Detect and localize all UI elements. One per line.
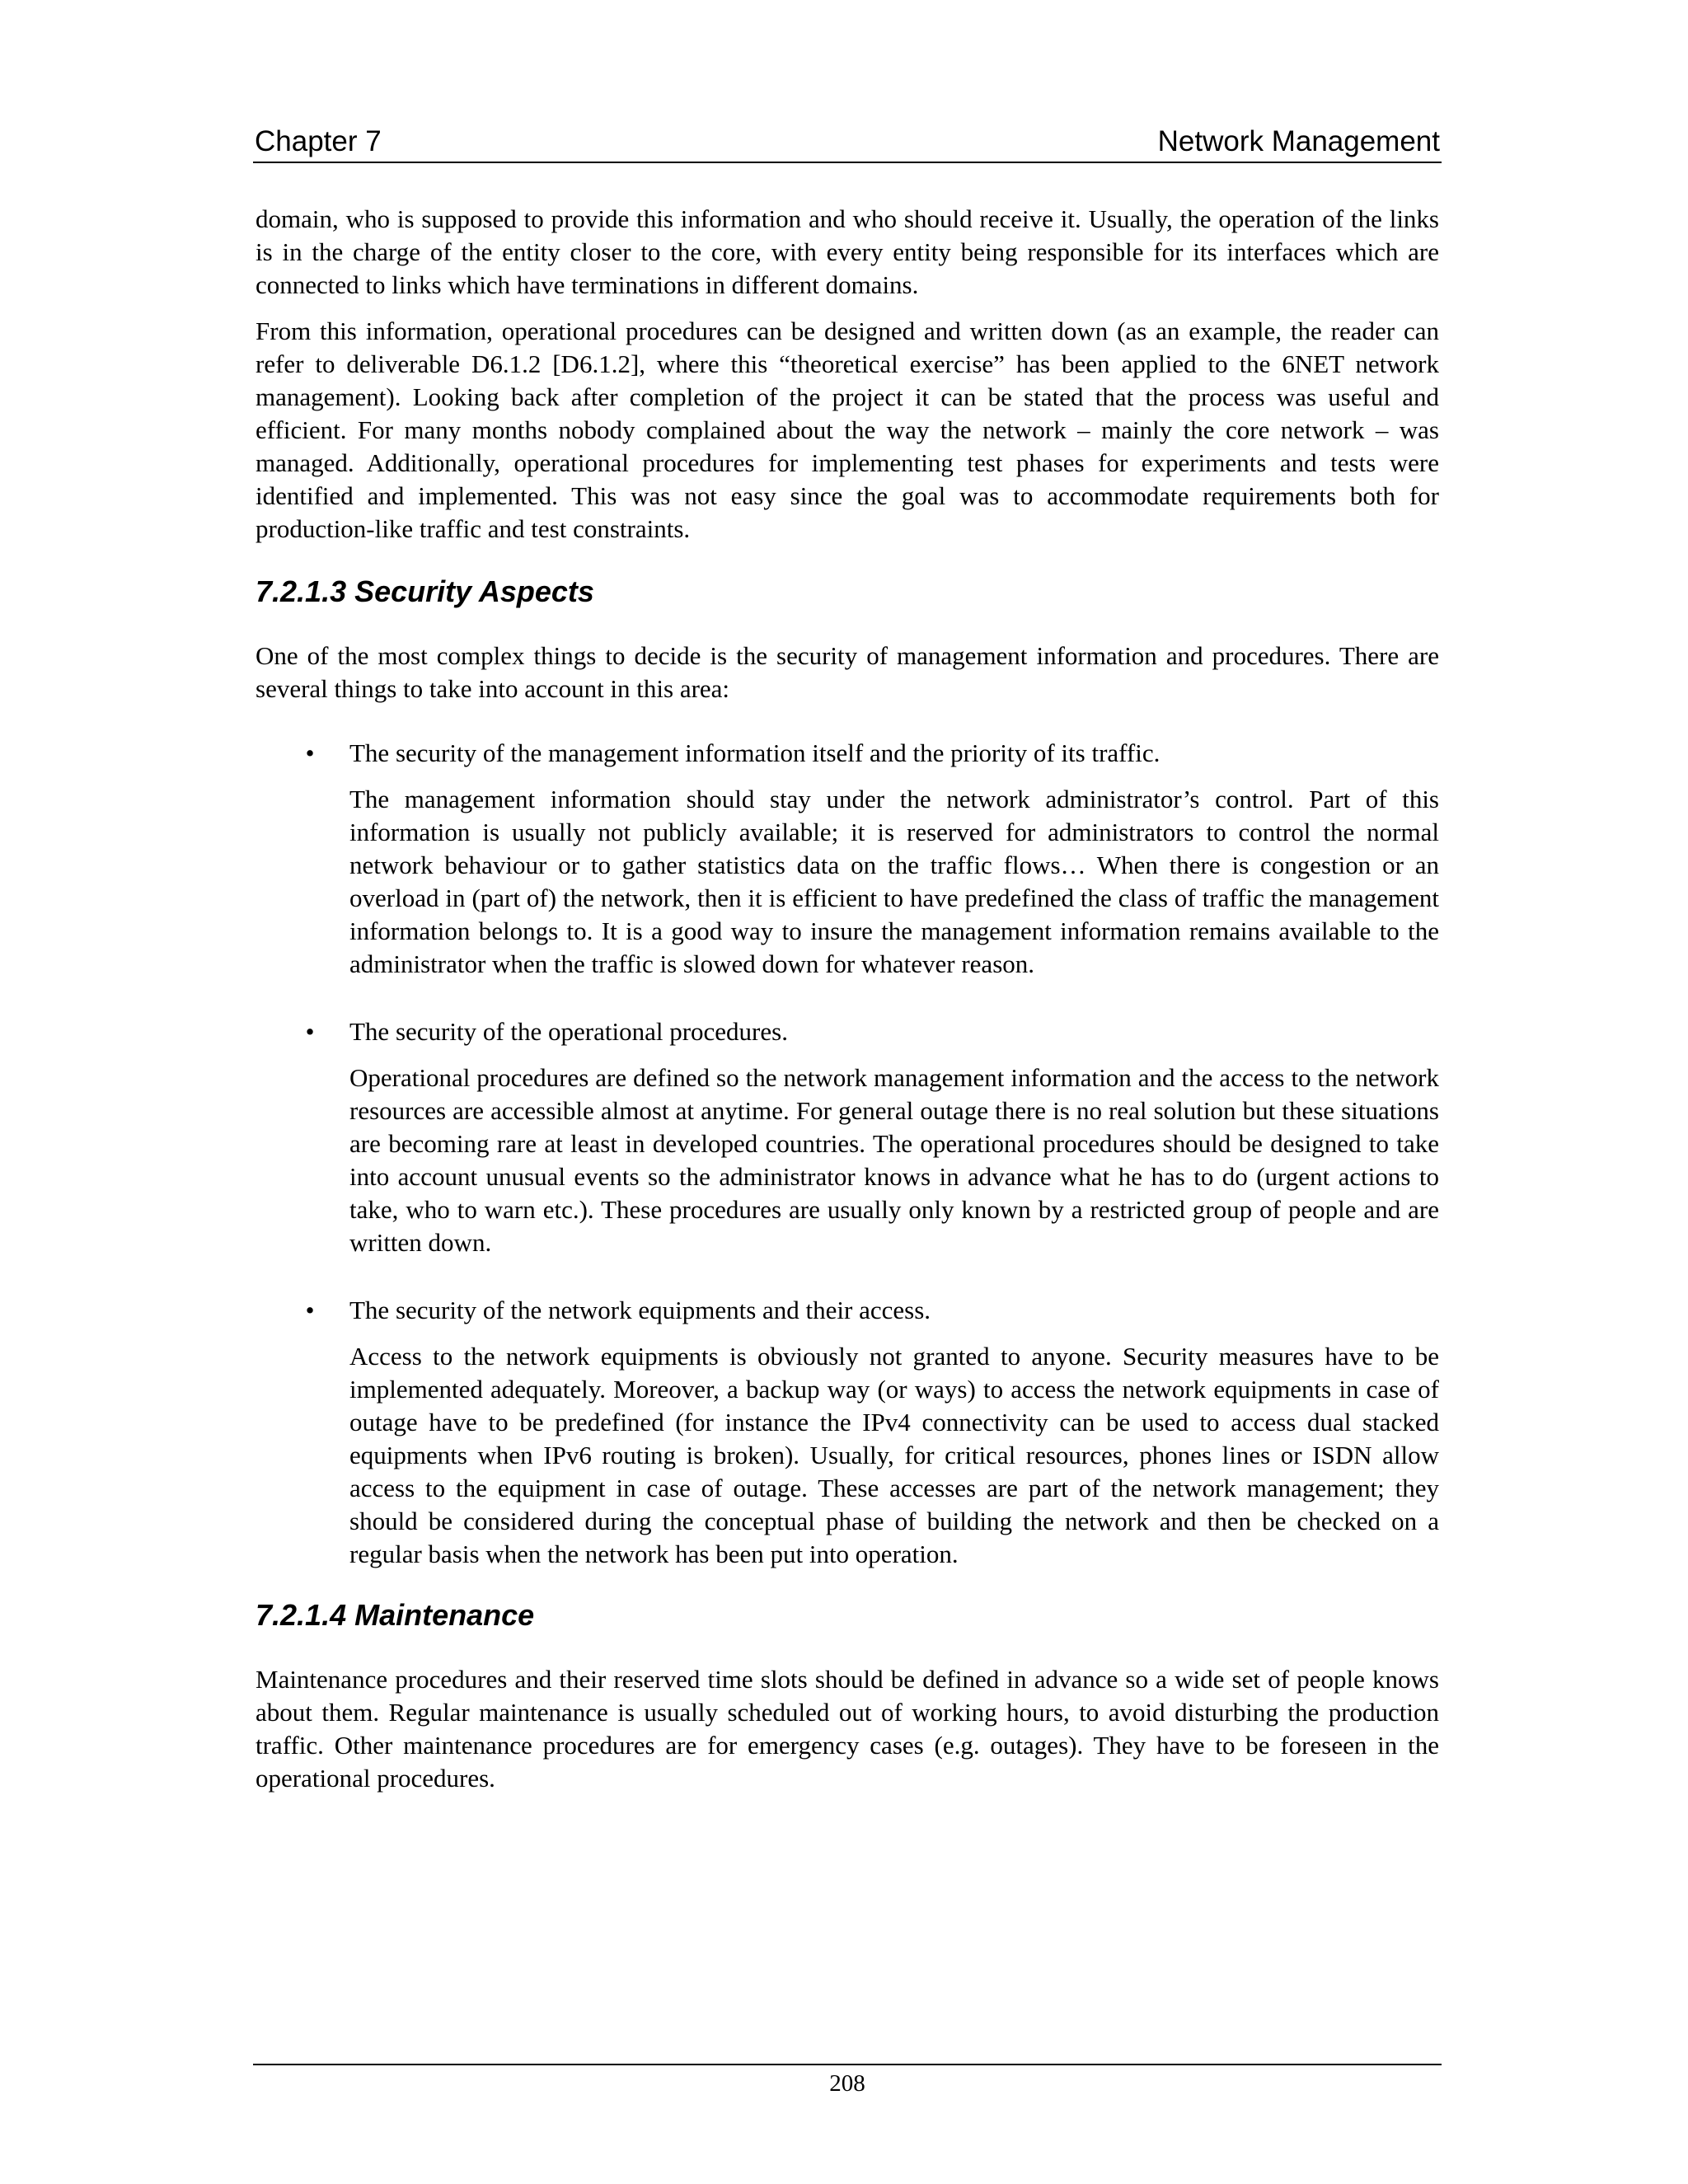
- section-heading-maintenance: 7.2.1.4 Maintenance: [256, 1598, 535, 1632]
- page-header: [253, 122, 1442, 163]
- list-item: [256, 1294, 1439, 1571]
- page-footer: [253, 2064, 1442, 2100]
- chapter-title: Network Management: [1157, 125, 1440, 157]
- paragraph-operational-procedures: From this information, operational procedures can be designed and written down (as an example, the reader can refer to deliverable D6.1.2 [D6.1.2], where this “theoretical exercise” has been applied to the 6NET network management). Looking back after completion of the project it can be stated that the process was useful and efficient. For many months nobody complained about the way the network – mainly the core network – was managed. Additionally, operational procedures for implementing test phases for experiments and tests were identified and implemented. This was not easy since the goal was to accommodate requirements both for production-like traffic and test constraints.: [256, 316, 1439, 543]
- list-item: [256, 737, 1439, 981]
- page-body: [256, 203, 1439, 1795]
- paragraph-maintenance: Maintenance procedures and their reserved time slots should be defined in advance so a wide set of people knows about them. Regular maintenance is usually scheduled out of working hours, to avoid disturbing the production traffic. Other maintenance procedures are for emergency cases (e.g. outages). They have to be foreseen in the operational procedures.: [256, 1665, 1439, 1793]
- security-bullet-list: [256, 737, 1439, 1571]
- section-heading-security-aspects: 7.2.1.3 Security Aspects: [256, 574, 594, 608]
- bullet-title: The security of the network equipments and their access.: [349, 1296, 931, 1324]
- bullet-body: Operational procedures are defined so the network management information and the access to the network resources are accessible almost at anytime. For general outage there is no real solution but these situations are becoming rare at least in developed countries. The operational procedures should be designed to take into account unusual events so the administrator knows in advance what he has to do (urgent actions to take, who to warn etc.). These procedures are usually only known by a restricted group of people and are written down.: [349, 1063, 1439, 1257]
- page-number: 208: [829, 2070, 865, 2097]
- bullet-body: Access to the network equipments is obviously not granted to anyone. Security measures have to be implemented adequately. Moreover, a backup way (or ways) to access the network equipments in case of outage have to be predefined (for instance the IPv4 connectivity can be used to access dual stacked equipments when IPv6 routing is broken). Usually, for critical resources, phones lines or ISDN allow access to the equipment in case of outage. These accesses are part of the network management; they should be considered during the conceptual phase of building the network and then be checked on a regular basis when the network has been put into operation.: [349, 1342, 1439, 1568]
- bullet-icon: •: [305, 1017, 315, 1046]
- bullet-icon: •: [305, 1296, 315, 1324]
- bullet-icon: •: [305, 738, 315, 767]
- list-item: [256, 1015, 1439, 1259]
- bullet-title: The security of the operational procedures.: [349, 1017, 788, 1046]
- chapter-label: Chapter 7: [255, 125, 382, 157]
- paragraph-domain-continuation: domain, who is supposed to provide this information and who should receive it. Usually, the operation of the links is in the charge of the entity closer to the core, with every entity being responsible for its interfaces which are connected to links which have terminations in different domains.: [256, 204, 1439, 299]
- paragraph-security-intro: One of the most complex things to decide is the security of management information and procedures. There are several things to take into account in this area:: [256, 641, 1439, 703]
- bullet-body: The management information should stay under the network administrator’s control. Part of this information is usually not publicly available; it is reserved for administrators to control the normal network behaviour or to gather statistics data on the traffic flows… When there is congestion or an overload in (part of) the network, then it is efficient to have predefined the class of traffic the management information belongs to. It is a good way to insure the management information remains available to the administrator when the traffic is slowed down for whatever reason.: [349, 785, 1439, 978]
- bullet-title: The security of the management information itself and the priority of its traffic.: [349, 738, 1160, 767]
